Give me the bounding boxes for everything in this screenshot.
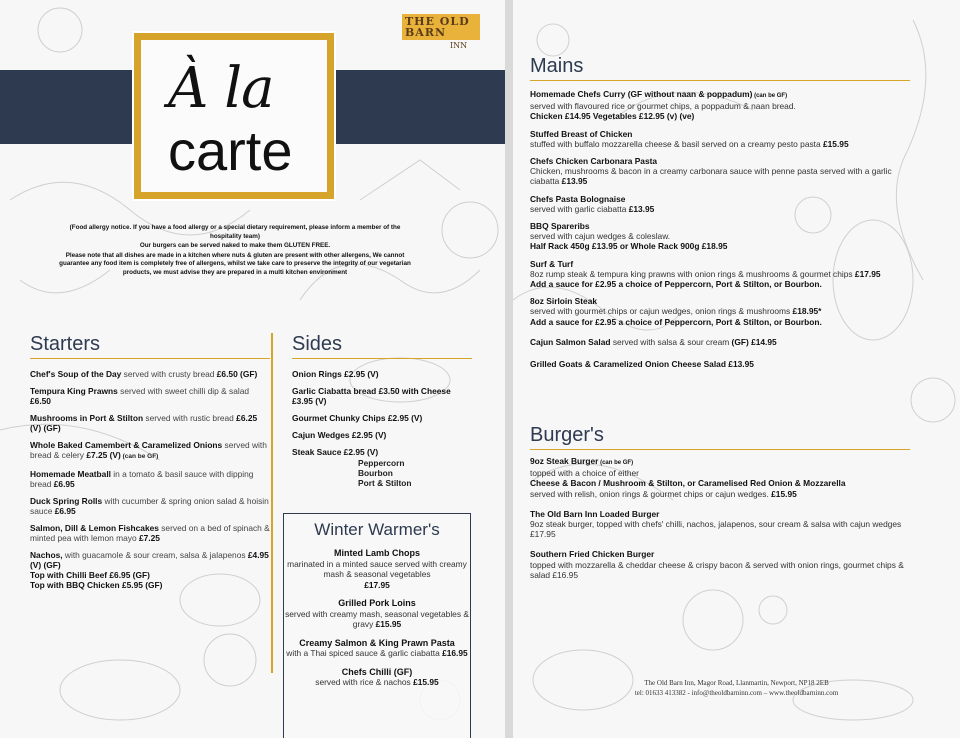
item-price: £6.50 (GF) bbox=[216, 369, 258, 379]
item-desc: topped with a choice of either bbox=[530, 468, 639, 479]
item-name: Grilled Pork Loins bbox=[338, 598, 416, 608]
footer-address bbox=[513, 678, 960, 698]
item-price: £16.95 bbox=[442, 648, 468, 658]
notice-line: Please note that all dishes are made in a kitchen where nuts & gluten are present with other allergens, We cannot guarantee any food item is completely free of allergens, whilst we take care to preserve the integrity of our vegetarian products, we must advise they are prepared in a multi kitchen environment bbox=[59, 251, 411, 276]
item-options: Cheese & Bacon / Mushroom & Stilton, or Caramelised Red Onion & Mozzarella bbox=[530, 478, 846, 489]
item-name: Creamy Salmon & King Prawn Pasta bbox=[299, 637, 455, 648]
item-desc: served with gourmet chips or cajun wedges, onion rings & mushrooms bbox=[530, 306, 793, 317]
item-tag: (can be GF) bbox=[752, 93, 788, 99]
item-desc: served with salsa & sour cream bbox=[610, 336, 732, 347]
item-name: Cajun Salmon Salad bbox=[530, 336, 611, 347]
item-desc: served with cajun wedges & coleslaw. bbox=[530, 231, 671, 242]
side-text: Cajun Wedges £2.95 (V) bbox=[292, 430, 387, 440]
item-price: £17.95 bbox=[854, 268, 881, 279]
item-desc: with a Thai spiced sauce & garlic ciabatta bbox=[286, 648, 443, 658]
item-name: Chefs Chilli (GF) bbox=[341, 666, 413, 677]
item-desc: served with creamy mash, seasonal vegetables & gravy bbox=[285, 608, 469, 629]
menu-item bbox=[530, 456, 910, 499]
item-desc: with guacamole & sour cream, salsa & jalapenos bbox=[62, 550, 248, 560]
item-price: £15.95 bbox=[375, 619, 402, 629]
side-text: Gourmet Chunky Chips £2.95 (V) bbox=[292, 413, 423, 423]
item-name: Chefs Chicken Carbonara Pasta bbox=[530, 156, 658, 167]
item-price-line: Chicken £14.95 Vegetables £12.95 (v) (ve) bbox=[530, 111, 695, 122]
item-price: (GF) £14.95 bbox=[731, 336, 777, 347]
item-name: Homemade Chefs Curry (GF without naan & poppadum) bbox=[530, 89, 753, 99]
item-name: 8oz Sirloin Steak bbox=[530, 296, 598, 307]
side-text: Onion Rings £2.95 (V) bbox=[292, 369, 379, 379]
menu-item bbox=[30, 469, 270, 489]
menu-item bbox=[530, 259, 910, 290]
item-price: £4.95 (V) (GF) bbox=[30, 550, 269, 570]
item-name: Chefs Pasta Bolognaise bbox=[530, 193, 626, 204]
item-price: £6.25 (V) (GF) bbox=[30, 413, 258, 433]
menu-item bbox=[30, 496, 270, 516]
item-name: The Old Barn Inn Loaded Burger bbox=[530, 508, 660, 519]
winter-item bbox=[284, 667, 470, 688]
starters-section bbox=[30, 333, 270, 597]
item-desc: topped with mozzarella & cheddar cheese & crispy bacon & served with onion rings, gourmet chips & salad bbox=[530, 559, 904, 580]
menu-item bbox=[30, 440, 270, 462]
sauce-list bbox=[358, 458, 472, 488]
sauce-option: Port & Stilton bbox=[358, 478, 412, 488]
winter-warmers-section bbox=[283, 513, 471, 738]
item-price: £17.95 bbox=[530, 529, 556, 540]
item-desc: with cucumber & spring onion salad & hoisin sauce bbox=[30, 496, 269, 516]
item-desc: served with crusty bread bbox=[121, 369, 217, 379]
item-price: £6.50 bbox=[30, 396, 51, 406]
side-item bbox=[292, 430, 472, 440]
menu-item bbox=[530, 359, 910, 369]
item-desc: served with bread & celery bbox=[30, 440, 267, 460]
logo-subtext: INN bbox=[450, 41, 468, 50]
item-desc: Chicken, mushrooms & bacon in a creamy carbonara sauce with penne pasta served with a garlic ciabatta bbox=[530, 166, 892, 187]
item-price: £15.95 bbox=[413, 677, 439, 687]
item-name: Duck Spring Rolls bbox=[30, 496, 103, 506]
menu-item bbox=[530, 509, 910, 540]
item-desc: served with sweet chilli dip & salad bbox=[117, 386, 250, 396]
item-name: Southern Fried Chicken Burger bbox=[530, 549, 655, 560]
item-price: £6.95 bbox=[54, 506, 76, 516]
item-price: £17.95 bbox=[364, 579, 390, 590]
title-line-2: carte bbox=[168, 119, 293, 182]
menu-item bbox=[530, 337, 910, 347]
menu-item bbox=[30, 413, 270, 433]
item-price-line: Half Rack 450g £13.95 or Whole Rack 900g £18.95 bbox=[530, 241, 728, 252]
menu-item bbox=[530, 221, 910, 252]
item-name: Chef's Soup of the Day bbox=[30, 369, 122, 379]
menu-item bbox=[530, 296, 910, 327]
side-text: Steak Sauce £2.95 (V) bbox=[292, 447, 379, 457]
burgers-heading: Burger's bbox=[530, 424, 910, 450]
mains-heading: Mains bbox=[530, 55, 910, 81]
item-name: Nachos, bbox=[30, 550, 63, 560]
item-tag: (can be GF) bbox=[598, 460, 634, 466]
item-desc: served with rustic bread bbox=[143, 413, 237, 423]
item-name: Whole Baked Camembert & Caramelized Onions bbox=[30, 440, 223, 450]
item-price: £13.95 bbox=[728, 359, 754, 370]
menu-item-nachos bbox=[30, 550, 270, 590]
item-price: £13.95 bbox=[628, 203, 655, 214]
item-name: BBQ Spareribs bbox=[530, 221, 590, 232]
side-item bbox=[292, 413, 472, 423]
item-price: £16.95 bbox=[552, 569, 578, 580]
column-divider bbox=[271, 333, 273, 673]
item-name: Tempura King Prawns bbox=[30, 386, 118, 396]
item-addon: Top with Chilli Beef £6.95 (GF) bbox=[30, 570, 150, 580]
menu-item bbox=[30, 369, 270, 379]
burgers-section bbox=[530, 424, 910, 587]
item-addon: Add a sauce for £2.95 a choice of Peppercorn, Port & Stilton, or Bourbon. bbox=[530, 316, 822, 327]
item-price: £15.95 bbox=[822, 138, 849, 149]
item-addon: Top with BBQ Chicken £5.95 (GF) bbox=[30, 580, 163, 590]
item-price: £18.95* bbox=[792, 306, 822, 317]
item-addon: Add a sauce for £2.95 a choice of Peppercorn, Port & Stilton, or Bourbon. bbox=[530, 279, 822, 290]
notice-line: (Food allergy notice. If you have a food allergy or a special dietary requirement, please inform a member of the hospitality team) bbox=[69, 224, 401, 240]
item-desc: served with garlic ciabatta bbox=[530, 203, 629, 214]
logo bbox=[402, 14, 480, 50]
item-note: (can be GF) bbox=[120, 453, 159, 460]
menu-item bbox=[30, 386, 270, 406]
notice-line: Our burgers can be served naked to make them GLUTEN FREE. bbox=[139, 242, 331, 249]
winter-item bbox=[284, 598, 470, 630]
item-desc: served with flavoured rice or gourmet chips, a poppadum & naan bread. bbox=[530, 101, 796, 112]
starters-heading: Starters bbox=[30, 333, 270, 359]
item-name: Salmon, Dill & Lemon Fishcakes bbox=[30, 523, 159, 533]
item-price: £13.95 bbox=[561, 176, 588, 187]
item-name: 9oz Steak Burger bbox=[530, 456, 599, 466]
item-name: Mushrooms in Port & Stilton bbox=[30, 413, 144, 423]
side-text: Garlic Ciabatta bread £3.50 with Cheese £3.95 (V) bbox=[292, 386, 451, 406]
item-desc: served with relish, onion rings & gourmet chips or cajun wedges. bbox=[530, 488, 772, 499]
item-desc: 8oz rump steak & tempura king prawns with onion rings & mushrooms & gourmet chips bbox=[530, 268, 855, 279]
item-name: Stuffed Breast of Chicken bbox=[530, 128, 633, 139]
winter-item bbox=[284, 638, 470, 659]
side-item bbox=[292, 447, 472, 457]
sides-heading: Sides bbox=[292, 333, 472, 359]
item-name: Homemade Meatball bbox=[30, 469, 111, 479]
item-price: £6.95 bbox=[53, 479, 75, 489]
sides-section bbox=[292, 333, 472, 488]
menu-item bbox=[530, 156, 910, 187]
item-desc: in a tomato & basil sauce with dipping bread bbox=[30, 469, 254, 489]
logo-text: THE OLD BARN bbox=[402, 14, 480, 40]
sauce-option: Bourbon bbox=[358, 468, 393, 478]
item-desc: marinated in a minted sauce served with creamy mash & seasonal vegetables bbox=[287, 558, 467, 579]
side-item bbox=[292, 386, 472, 406]
item-price: £15.95 bbox=[771, 488, 797, 499]
item-desc: served with rice & nachos bbox=[315, 677, 414, 687]
item-name: Surf & Turf bbox=[530, 258, 574, 269]
menu-item bbox=[530, 549, 910, 580]
menu-item bbox=[530, 194, 910, 214]
item-desc: 9oz steak burger, topped with chefs' chilli, nachos, jalapenos, sour cream & salsa with cajun wedges bbox=[530, 519, 902, 530]
item-name: Grilled Goats & Caramelized Onion Cheese Salad bbox=[530, 359, 726, 370]
title-line-1: À la bbox=[168, 56, 274, 121]
menu-item bbox=[530, 129, 910, 149]
side-item bbox=[292, 369, 472, 379]
sauce-option: Peppercorn bbox=[358, 458, 405, 468]
item-desc: served on a bed of spinach & minted pea with lemon mayo bbox=[30, 523, 270, 543]
item-price: £7.25 bbox=[138, 533, 160, 543]
mains-section bbox=[530, 55, 910, 376]
footer-line: The Old Barn Inn, Magor Road, Llanmartin, Newport, NP18 2EB bbox=[644, 679, 829, 687]
allergy-notice bbox=[55, 224, 415, 278]
item-price: £7.25 (V) bbox=[86, 450, 121, 460]
menu-item bbox=[30, 523, 270, 543]
winter-item bbox=[284, 548, 470, 590]
item-desc: stuffed with buffalo mozzarella cheese & basil served on a creamy pesto pasta bbox=[530, 138, 823, 149]
footer-line: tel: 01633 413382 - info@theoldbarninn.com – www.theoldbarninn.com bbox=[634, 689, 839, 697]
winter-heading: Winter Warmer's bbox=[314, 520, 440, 539]
item-name: Minted Lamb Chops bbox=[334, 548, 420, 558]
menu-item bbox=[530, 89, 910, 122]
